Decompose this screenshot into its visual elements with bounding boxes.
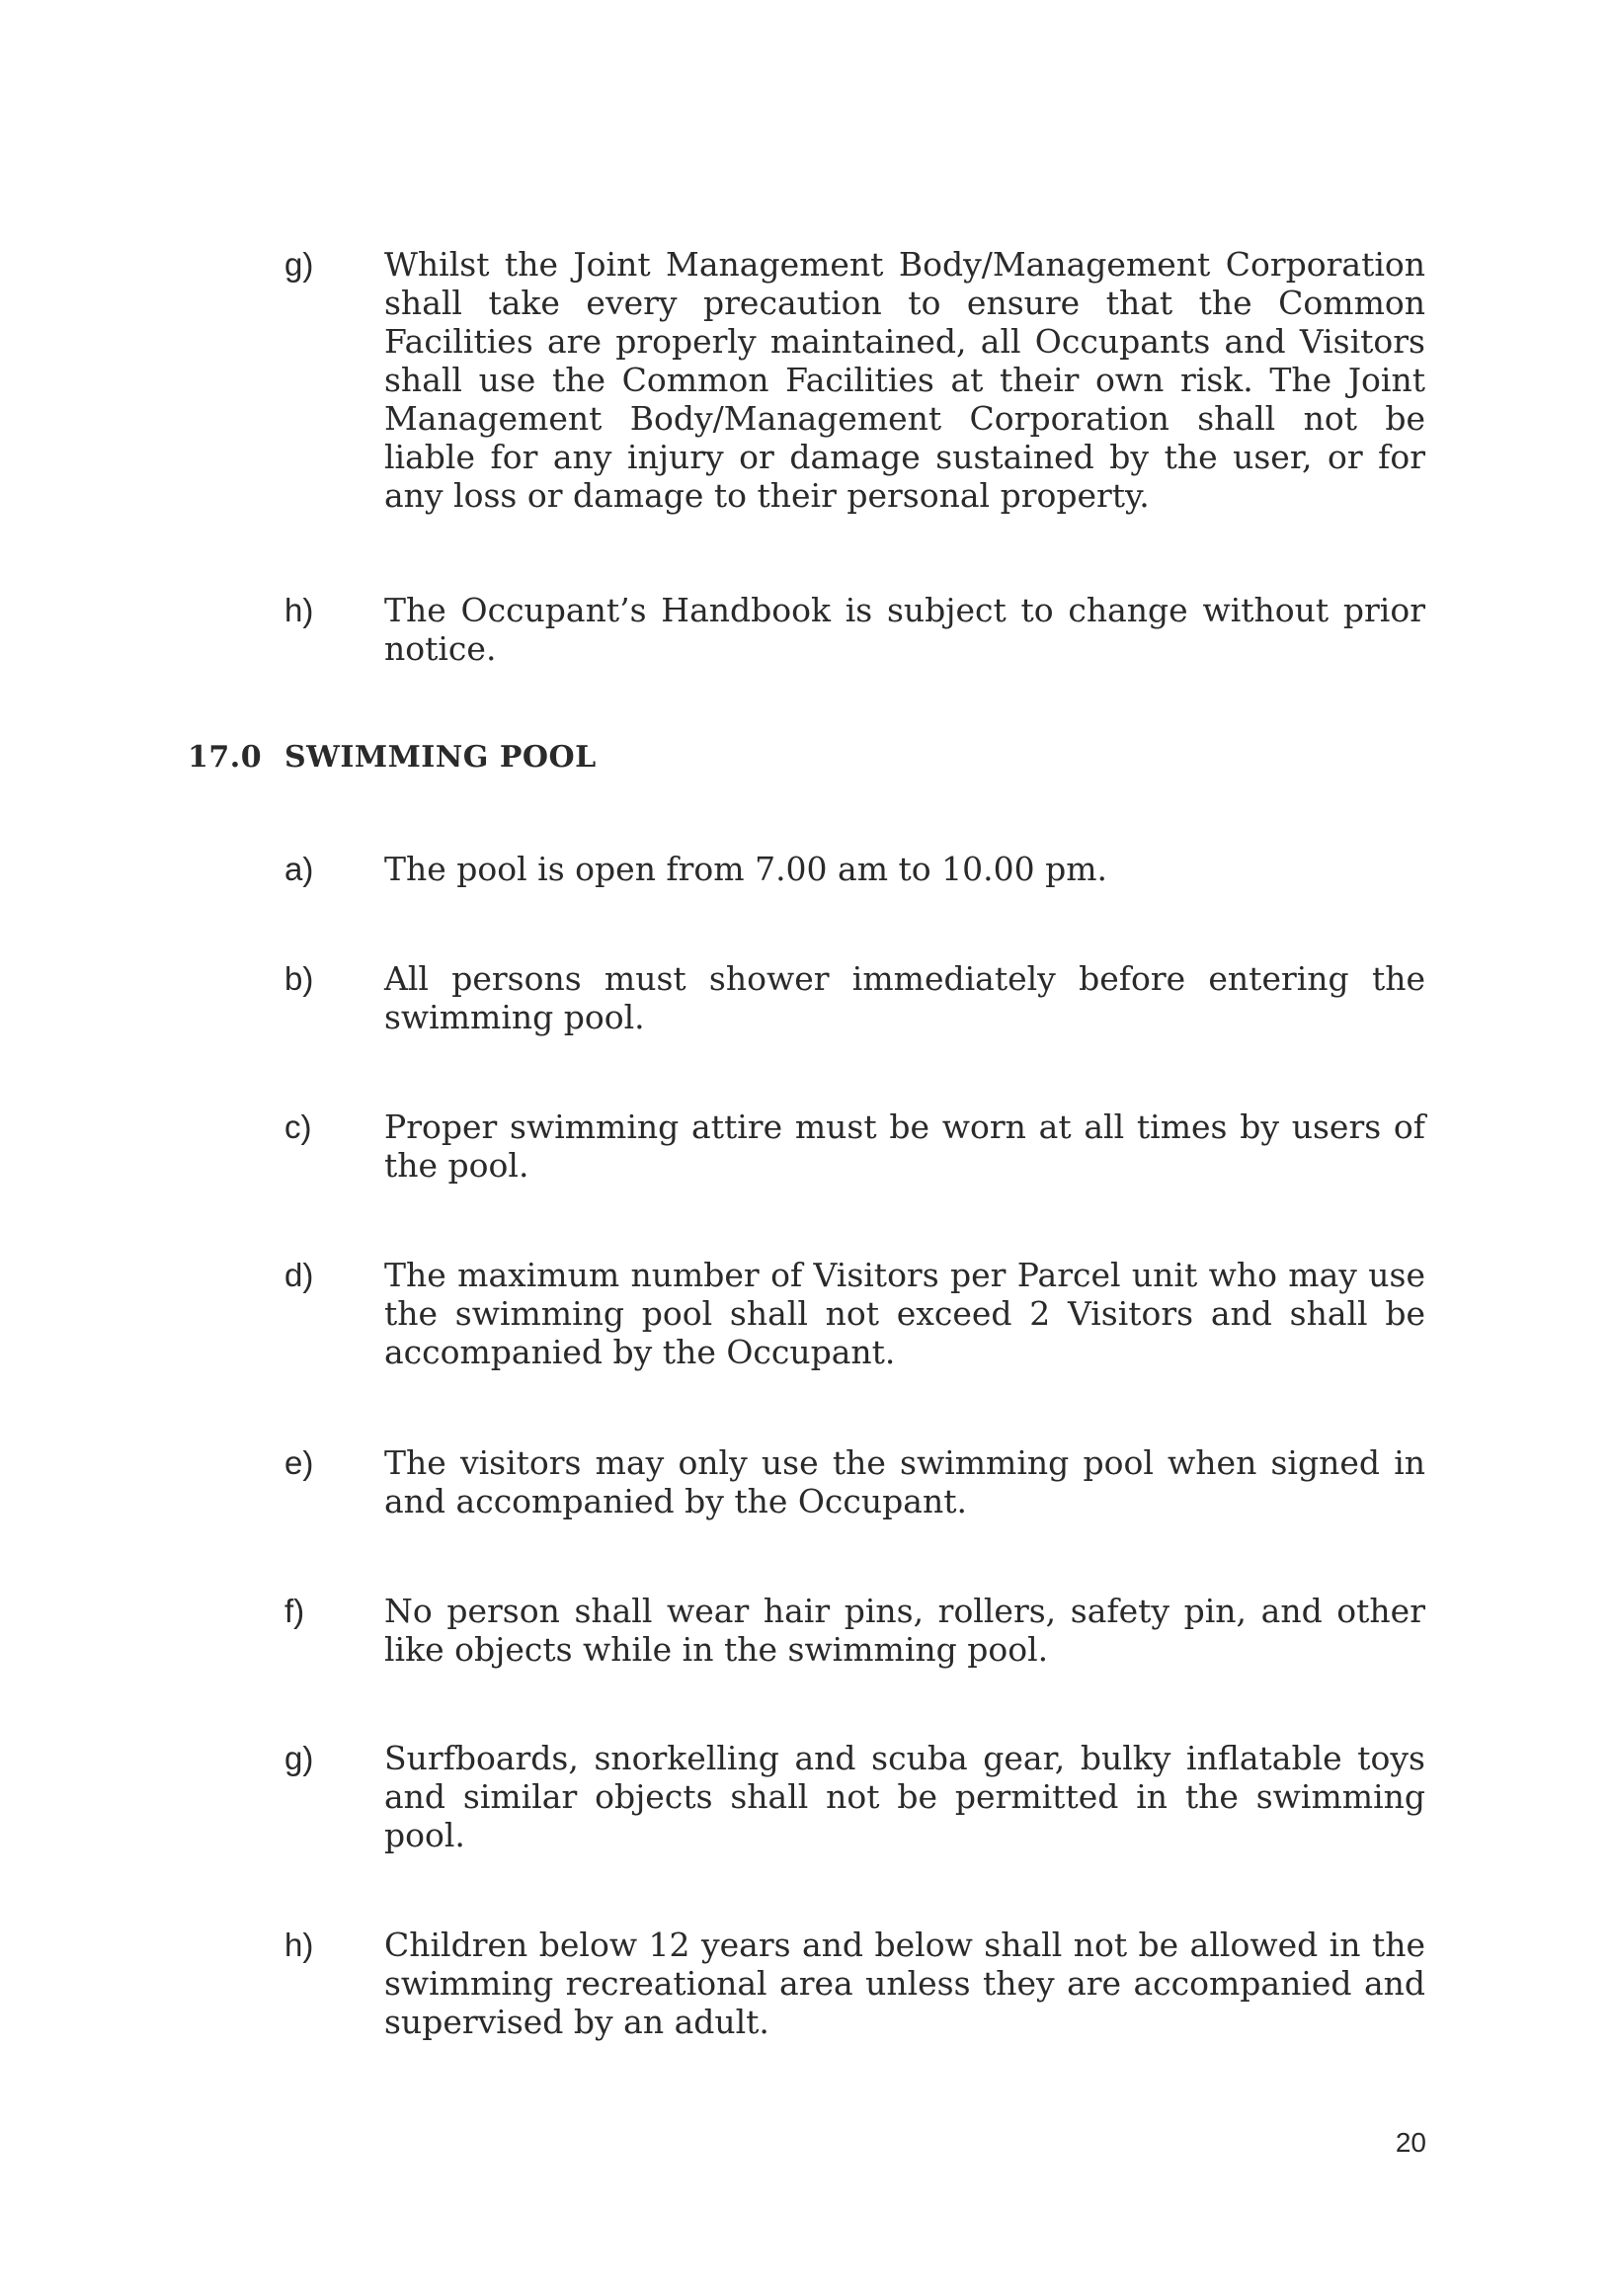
item-text: The maximum number of Visitors per Parcel unit who may use the swimming pool shall not exceed 2 Visitors and shall be accompanied by the Occupant. [384, 1256, 1425, 1371]
item-text: The pool is open from 7.00 am to 10.00 pm. [384, 850, 1107, 888]
item-marker: g) [284, 1740, 314, 1776]
item-text: Whilst the Joint Management Body/Management Corporation shall take every precaution to ensure that the Common Facilities are properly maintained, all Occupants and Visitors shall use the Common Facilities at their own risk. The Joint Management Body/Management Corporation shall not be liable for any injury or damage sustained by the user, or for any loss or damage to their personal property. [384, 245, 1425, 515]
item-marker: e) [284, 1444, 314, 1481]
section-heading [188, 740, 597, 775]
item-marker: h) [284, 592, 314, 628]
list-item [284, 1256, 1425, 1371]
list-item [284, 245, 1425, 515]
item-marker: b) [284, 960, 314, 997]
item-marker: f) [284, 1593, 305, 1629]
item-text: The Occupant’s Handbook is subject to change without prior notice. [384, 591, 1425, 668]
item-text: No person shall wear hair pins, rollers, safety pin, and other like objects while in the swimming pool. [384, 1592, 1425, 1669]
item-marker: d) [284, 1257, 314, 1293]
section-number: 17.0 [188, 740, 263, 775]
item-text: Proper swimming attire must be worn at all times by users of the pool. [384, 1107, 1425, 1185]
list-item [284, 850, 1425, 888]
item-marker: c) [284, 1108, 312, 1145]
list-item [284, 1592, 1425, 1669]
item-text: Surfboards, snorkelling and scuba gear, bulky inflatable toys and similar objects shall not be permitted in the swimming pool. [384, 1739, 1425, 1854]
list-item [284, 1107, 1425, 1185]
item-text: All persons must shower immediately before entering the swimming pool. [384, 959, 1425, 1036]
item-marker: h) [284, 1927, 314, 1963]
list-item [284, 591, 1425, 668]
item-marker: g) [284, 246, 314, 283]
item-text: Children below 12 years and below shall not be allowed in the swimming recreational area unless they are accompanied and supervised by an adult. [384, 1926, 1425, 2041]
list-item [284, 1443, 1425, 1520]
item-text: The visitors may only use the swimming pool when signed in and accompanied by the Occupant. [384, 1443, 1425, 1520]
list-item [284, 1926, 1425, 2041]
list-item [284, 959, 1425, 1036]
item-marker: a) [284, 851, 314, 887]
page-number: 20 [1395, 2127, 1426, 2158]
list-item [284, 1739, 1425, 1854]
section-title: SWIMMING POOL [284, 740, 597, 775]
